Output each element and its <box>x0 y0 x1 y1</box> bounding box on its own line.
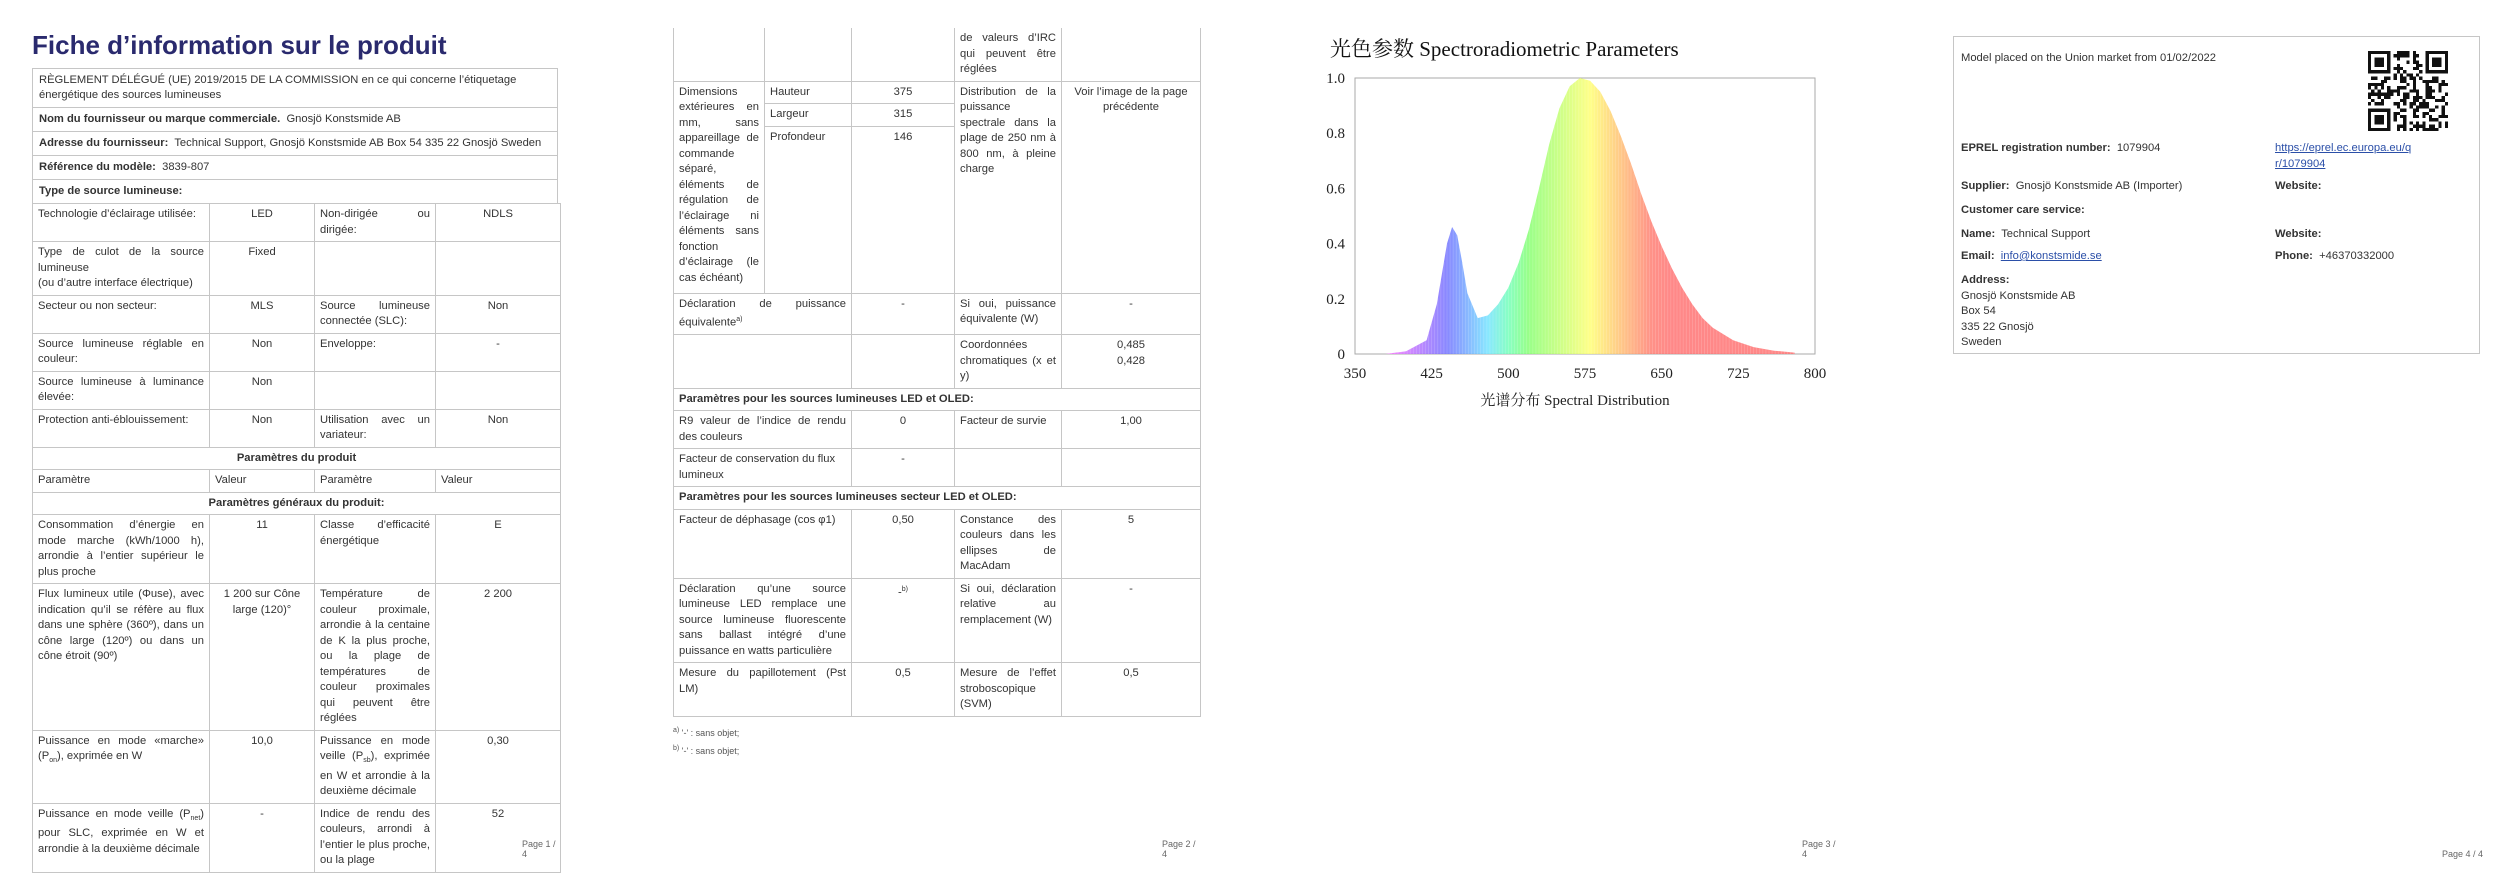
flux-label: Flux lumineux utile (Φuse), avec indication qu’il se réfère au flux dans une sphère (360º), dans un cône large (120º) ou dans un cône étroit (90º) <box>33 584 210 731</box>
spectral-chart <box>1310 0 1840 440</box>
x-axis-label: 光谱分布 Spectral Distribution <box>1480 393 1670 409</box>
x-tick-label: 350 <box>1343 366 1367 382</box>
model-value: 3839-807 <box>162 161 210 173</box>
source-type-table <box>32 203 561 448</box>
pnet-value: - <box>210 803 315 872</box>
lumen-value: - <box>852 449 955 487</box>
efficiency-value: E <box>436 515 561 584</box>
page-number-4: Page 4 / 4 <box>2442 849 2484 859</box>
psb-label: Puissance en mode veille $(P_{sb})$, exprimée en W et arrondie à la deuxième décimale <box>315 730 436 803</box>
col-value-2: Valeur <box>436 470 561 493</box>
eprel-value: 1079904 <box>2116 142 2161 154</box>
address-row <box>33 132 557 156</box>
qr-code-icon <box>2368 51 2448 131</box>
spd-label: Distribution de la puissance spectrale dans la plage de 250 nm à 800 nm, à pleine charge <box>955 81 1062 293</box>
y-tick-label: 0 <box>1337 347 1345 363</box>
page-4-info-box <box>1953 36 2480 354</box>
pon-value: 10,0 <box>210 730 315 803</box>
supplier-value: Gnosjö Konstsmide AB <box>286 113 401 125</box>
eprel-row: EPREL registration number: 1079904 <box>1961 142 2161 154</box>
source-type-row <box>33 242 561 296</box>
cri-value: 52 <box>436 803 561 872</box>
strobe-value: 0,5 <box>1062 663 1201 717</box>
psb-value: 0,30 <box>436 730 561 803</box>
eprel-link[interactable]: https://eprel.ec.europa.eu/qr/1079904 <box>2275 142 2412 170</box>
strobe-label: Mesure de l’effet stroboscopique (SVM) <box>955 663 1062 717</box>
source-type-row <box>33 371 561 409</box>
x-tick-label: 500 <box>1497 366 1520 382</box>
row-value <box>436 371 561 409</box>
model-row <box>33 156 557 180</box>
mains-title: Paramètres pour les sources lumineuses secteur LED et OLED: <box>674 487 1201 510</box>
flux-value: 1 200 sur Cône large (120)° <box>210 584 315 731</box>
name-row: Name: Technical Support <box>1961 228 2091 240</box>
address-block: Address: Gnosjö Konstsmide AB Box 54 335 22 Gnosjö Sweden <box>1961 273 2075 351</box>
row-value: NDLS <box>436 204 561 242</box>
row-label: Utilisation avec un variateur: <box>315 409 436 447</box>
col-param-1: Paramètre <box>33 470 210 493</box>
width-label: Largeur <box>765 104 852 127</box>
supplier-row <box>33 108 557 132</box>
height-label: Hauteur <box>765 81 852 104</box>
row-label: Non-dirigée ou dirigée: <box>315 204 436 242</box>
row-label <box>315 242 436 296</box>
row-value: Non <box>210 371 315 409</box>
equiv-w-value: - <box>1062 293 1201 335</box>
height-value: 375 <box>852 81 955 104</box>
row-value: LED <box>210 204 315 242</box>
phase-label: Facteur de déphasage (cos φ1) <box>674 509 852 578</box>
led-title: Paramètres pour les sources lumineuses LED et OLED: <box>674 388 1201 411</box>
row-label: Enveloppe: <box>315 333 436 371</box>
general-title: Paramètres généraux du produit: <box>33 492 561 515</box>
address-value: Technical Support, Gnosjö Konstsmide AB Box 54 335 22 Gnosjö Sweden <box>174 137 542 149</box>
row-label: Technologie d’éclairage utilisée: <box>33 204 210 242</box>
email-row: Email: info@konstsmide.se <box>1961 250 2102 262</box>
macadam-label: Constance des couleurs dans les ellipses de MacAdam <box>955 509 1062 578</box>
chart-title: 光色参数 Spectroradiometric Parameters <box>1330 37 1679 61</box>
website-row: Website: <box>2275 180 2322 192</box>
equiv-w-label: Si oui, puissance équivalente (W) <box>955 293 1062 335</box>
row-value: Non <box>210 333 315 371</box>
replace-value: -$^{b)}$ <box>852 578 955 663</box>
dims-label: Dimensions extérieures en mm, sans appareillage de commande séparé, éléments de régulation de l’éclairage ni éléments sans fonction d’éclairage (le cas échéant) <box>674 81 765 293</box>
page-3 <box>1310 0 1840 887</box>
cct-value: 2 200 <box>436 584 561 731</box>
website2-row: Website: <box>2275 228 2322 240</box>
y-tick-label: 0.8 <box>1326 126 1345 143</box>
care-label: Customer care service: <box>1961 204 2085 216</box>
replace-label: Déclaration qu’une source lumineuse LED remplace une source lumineuse fluorescente sans ballast intégré d’une puissance en watts particulière <box>674 578 852 663</box>
dims-table <box>673 28 1201 717</box>
width-value: 315 <box>852 104 955 127</box>
y-tick-label: 0.4 <box>1326 236 1345 253</box>
address-line: Sweden <box>1961 336 2002 348</box>
page-1 <box>30 0 560 887</box>
row-value: Fixed <box>210 242 315 296</box>
supplier-row: Supplier: Gnosjö Konstsmide AB (Importer) <box>1961 180 2183 192</box>
x-tick-label: 575 <box>1573 366 1597 382</box>
phone-row: Phone: +46370332000 <box>2275 250 2395 262</box>
address-label: Adresse du fournisseur: <box>39 137 169 149</box>
row-value: Non <box>436 295 561 333</box>
pnet-label: Puissance en mode veille $(P_{net})$ pour SLC, exprimée en W et arrondie à la deuxième décimale <box>33 803 210 872</box>
cct-label: Température de couleur proximale, arrondie à la centaine de K la plus proche, ou la plage de températures de couleur proximales qui peuvent être réglées <box>315 584 436 731</box>
address-line: Gnosjö Konstsmide AB <box>1961 289 2076 302</box>
col-param-2: Paramètre <box>315 470 436 493</box>
row-label: Secteur ou non secteur: <box>33 295 210 333</box>
row-label: Type de culot de la source lumineuse (ou d’autre interface électrique) <box>33 242 210 296</box>
supplier-label: Nom du fournisseur ou marque commerciale. <box>39 113 281 125</box>
x-tick-label: 800 <box>1803 366 1827 382</box>
y-tick-label: 0.6 <box>1326 181 1345 198</box>
chroma-values: 0,485 0,428 <box>1062 335 1201 389</box>
params-title: Paramètres du produit <box>33 447 561 470</box>
row-value: Non <box>210 409 315 447</box>
footnote-a: $^{a)}$ '-' : sans objet; <box>673 726 740 738</box>
source-type-row <box>33 295 561 333</box>
survival-value: 1,00 <box>1062 411 1201 449</box>
y-tick-label: 0.2 <box>1326 291 1345 308</box>
row-label: Protection anti-éblouissement: <box>33 409 210 447</box>
depth-label: Profondeur <box>765 126 852 293</box>
source-type-label: Type de source lumineuse: <box>39 185 183 197</box>
chroma-label: Coordonnées chromatiques (x et y) <box>955 335 1062 389</box>
equiv-label: Déclaration de puissance équivalente$^{a)}$ <box>674 293 852 335</box>
page-title: Fiche d’information sur le produit <box>32 30 447 60</box>
flicker-value: 0,5 <box>852 663 955 717</box>
equiv-value: - <box>852 293 955 335</box>
x-tick-label: 425 <box>1420 366 1443 382</box>
replace-w-label: Si oui, déclaration relative au remplacement (W) <box>955 578 1062 663</box>
x-tick-label: 650 <box>1650 366 1673 382</box>
cri-continued: de valeurs d’IRC qui peuvent être réglées <box>955 28 1062 81</box>
lumen-label: Facteur de conservation du flux lumineux <box>674 449 852 487</box>
page-number-3: Page 3 / 4 <box>1802 839 1836 859</box>
r9-value: 0 <box>852 411 955 449</box>
row-value: - <box>436 333 561 371</box>
row-value: Non <box>436 409 561 447</box>
page-number-1: Page 1 / 4 <box>522 839 556 859</box>
row-label: Source lumineuse à luminance élevée: <box>33 371 210 409</box>
row-value <box>436 242 561 296</box>
source-type-row <box>33 204 561 242</box>
flicker-label: Mesure du papillotement (Pst LM) <box>674 663 852 717</box>
footnote-b: $^{b)}$ '-' : sans objet; <box>673 744 740 756</box>
row-label: Source lumineuse connectée (SLC): <box>315 295 436 333</box>
y-tick-label: 1.0 <box>1326 71 1345 87</box>
regulation-text: RÈGLEMENT DÉLÉGUÉ (UE) 2019/2015 DE LA COMMISSION en ce qui concerne l’étiquetage énergétique des sources lumineuses <box>33 69 557 108</box>
source-type-row <box>33 180 557 203</box>
col-value-1: Valeur <box>210 470 315 493</box>
consumption-label: Consommation d’énergie en mode marche (kWh/1000 h), arrondie à l’entier supérieur le plus proche <box>33 515 210 584</box>
row-value: MLS <box>210 295 315 333</box>
header-box <box>32 68 558 204</box>
address-line: 335 22 Gnosjö <box>1961 320 2034 333</box>
survival-label: Facteur de survie <box>955 411 1062 449</box>
model-label: Référence du modèle: <box>39 161 156 173</box>
page-number-2: Page 2 / 4 <box>1162 839 1196 859</box>
email-link[interactable]: info@konstsmide.se <box>2000 250 2102 262</box>
row-label: Source lumineuse réglable en couleur: <box>33 333 210 371</box>
depth-value: 146 <box>852 126 955 293</box>
params-table <box>32 447 561 873</box>
replace-w-value: - <box>1062 578 1201 663</box>
market-text: Model placed on the Union market from 01/02/2022 <box>1961 52 2216 64</box>
pon-label: Puissance en mode «marche» $(P_{on})$, exprimée en W <box>33 730 210 803</box>
consumption-value: 11 <box>210 515 315 584</box>
row-label <box>315 371 436 409</box>
x-tick-label: 725 <box>1727 366 1750 382</box>
source-type-row <box>33 333 561 371</box>
source-type-row <box>33 409 561 447</box>
phase-value: 0,50 <box>852 509 955 578</box>
efficiency-label: Classe d’efficacité énergétique <box>315 515 436 584</box>
spd-value: Voir l’image de la page précédente <box>1062 81 1201 293</box>
page-2 <box>670 0 1200 887</box>
r9-label: R9 valeur de l’indice de rendu des couleurs <box>674 411 852 449</box>
footnotes <box>673 723 1200 759</box>
address-line: Box 54 <box>1961 305 1996 317</box>
cri-label: Indice de rendu des couleurs, arrondi à l’entier le plus proche, ou la plage <box>315 803 436 872</box>
macadam-value: 5 <box>1062 509 1201 578</box>
